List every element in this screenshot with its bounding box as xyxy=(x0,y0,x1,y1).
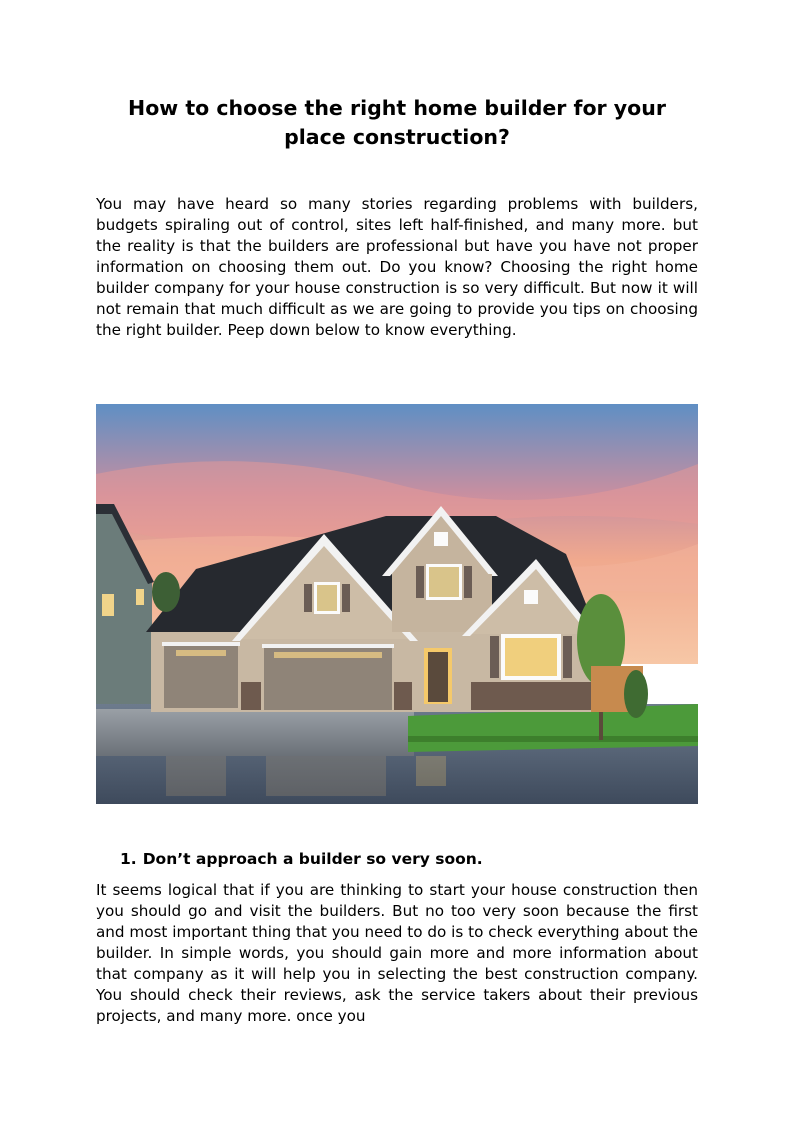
intro-paragraph: You may have heard so many stories regarding problems with builders, budgets spiraling out of control, sites left half-finished, and many more. but the reality is that the builders are professional but have you have not proper information on choosing them out. Do you know? Choosing the right home builder company for your house construction is so very difficult. But now it will not remain that much difficult as we are going to provide you tips on choosing the right builder. Peep down below to know everything. xyxy=(96,195,698,339)
house-photo xyxy=(96,404,698,804)
section-number: 1. xyxy=(120,850,137,868)
section-body-paragraph: It seems logical that if you are thinking to start your house construction then you should go and visit the builders. But no too very soon because the first and most important thing that you need to do is to check everything about the builder. In simple words, you should gain more and more information about that company as it will help you in selecting the best construction company. You should check their reviews, ask the service takers about their previous projects, and many more. once you xyxy=(96,881,698,1025)
section-heading xyxy=(120,849,483,870)
page-title: How to choose the right home builder for your place construction? xyxy=(128,96,666,149)
section-heading-text: Don’t approach a builder so very soon. xyxy=(142,850,483,868)
